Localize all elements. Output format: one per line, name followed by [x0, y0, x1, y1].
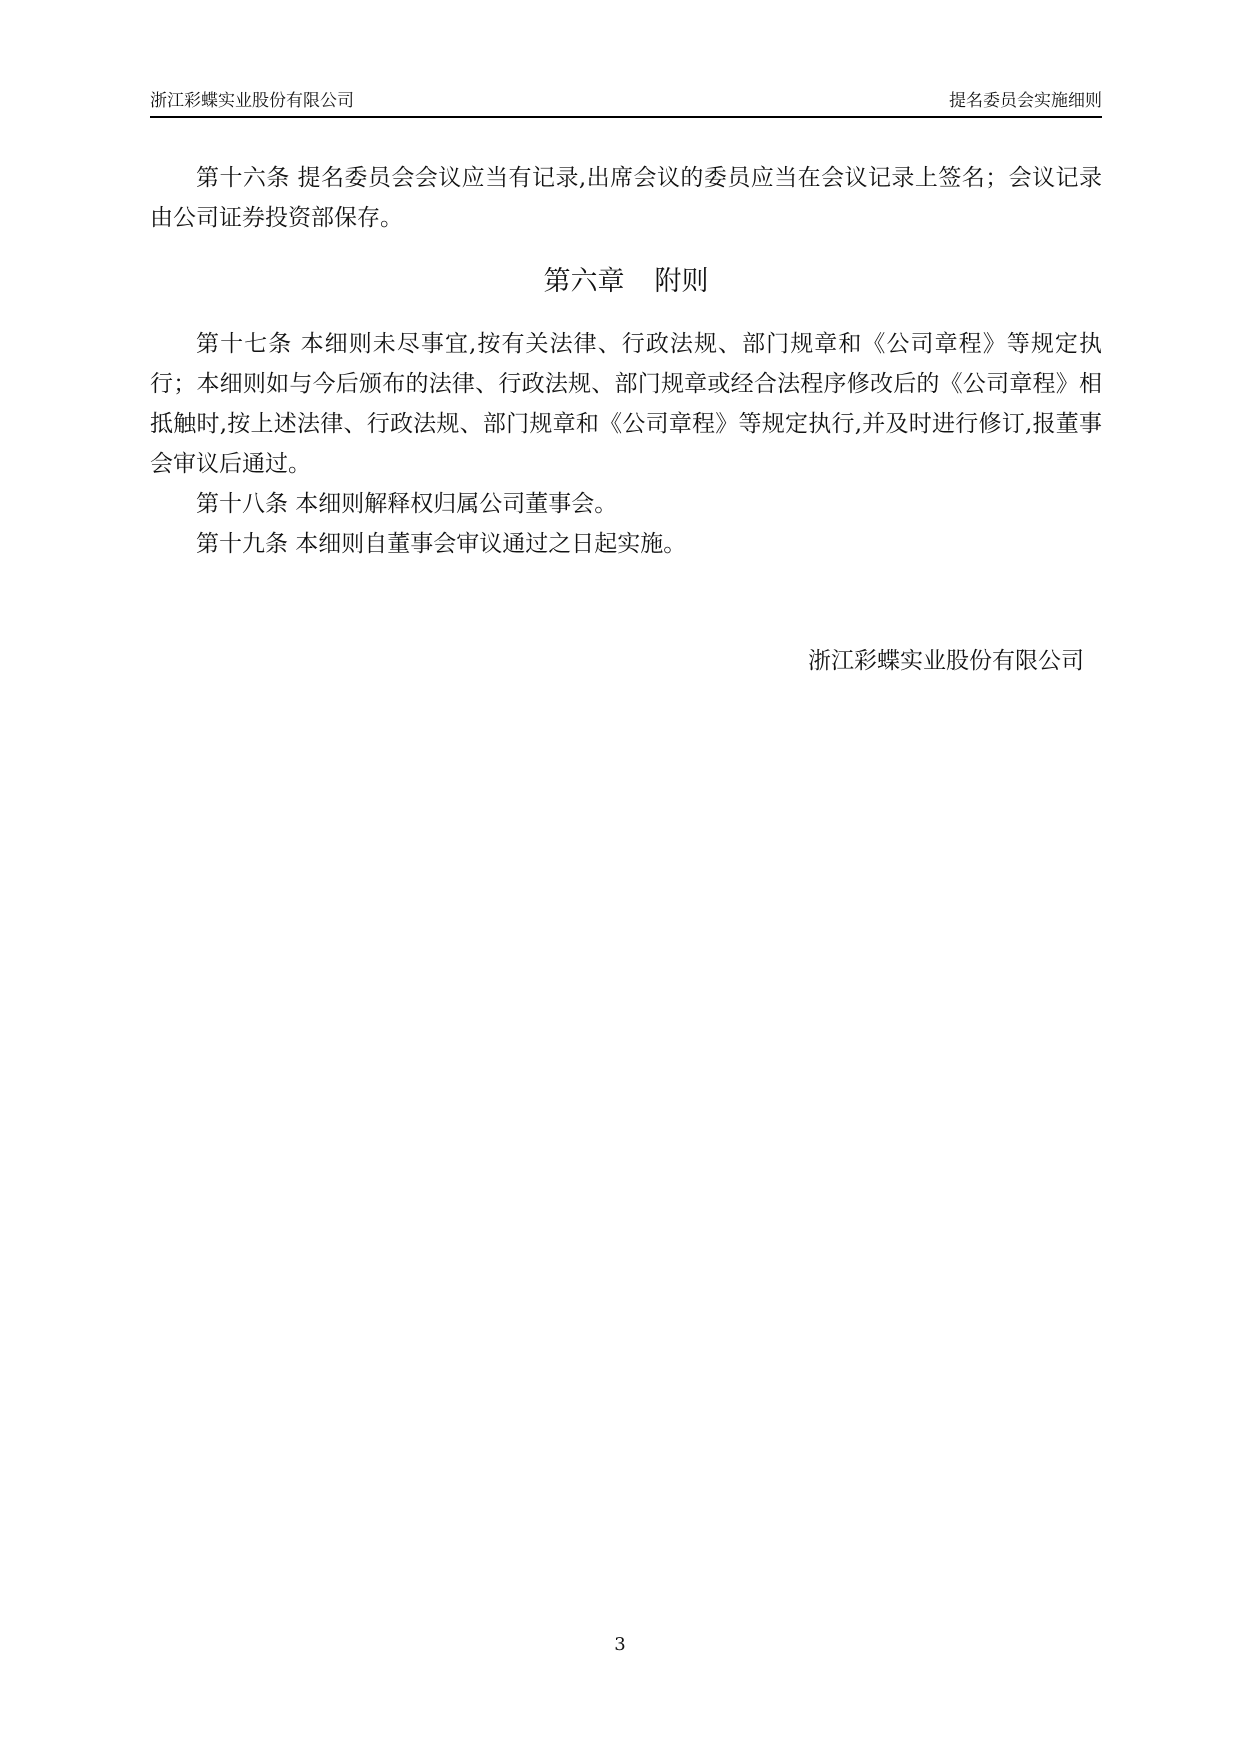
- page-header: [150, 88, 1102, 118]
- header-company-name: 浙江彩蝶实业股份有限公司: [150, 91, 354, 111]
- chapter-heading: [150, 262, 1102, 302]
- page-number: 3: [614, 1634, 626, 1655]
- article-18: 第十八条 本细则解释权归属公司董事会。: [196, 491, 618, 517]
- article-17: 第十七条 本细则未尽事宜,按有关法律、行政法规、部门规章和《公司章程》等规定执行；本细则如与今后颁布的法律、行政法规、部门规章或经合法程序修改后的《公司章程》相抵触时,按上述法律、行政法规、部门规章和《公司章程》等规定执行,并及时进行修订,报董事会审议后通过。: [150, 331, 1102, 477]
- signature-company: 浙江彩蝶实业股份有限公司: [808, 648, 1084, 674]
- article-16: 第十六条 提名委员会会议应当有记录,出席会议的委员应当在会议记录上签名；会议记录由公司证券投资部保存。: [150, 165, 1102, 231]
- article-19: 第十九条 本细则自董事会审议通过之日起实施。: [196, 531, 687, 557]
- header-document-title: 提名委员会实施细则: [949, 91, 1102, 111]
- document-body: [150, 158, 1102, 564]
- chapter-number: 第六章: [543, 266, 625, 297]
- chapter-name: 附则: [654, 266, 709, 297]
